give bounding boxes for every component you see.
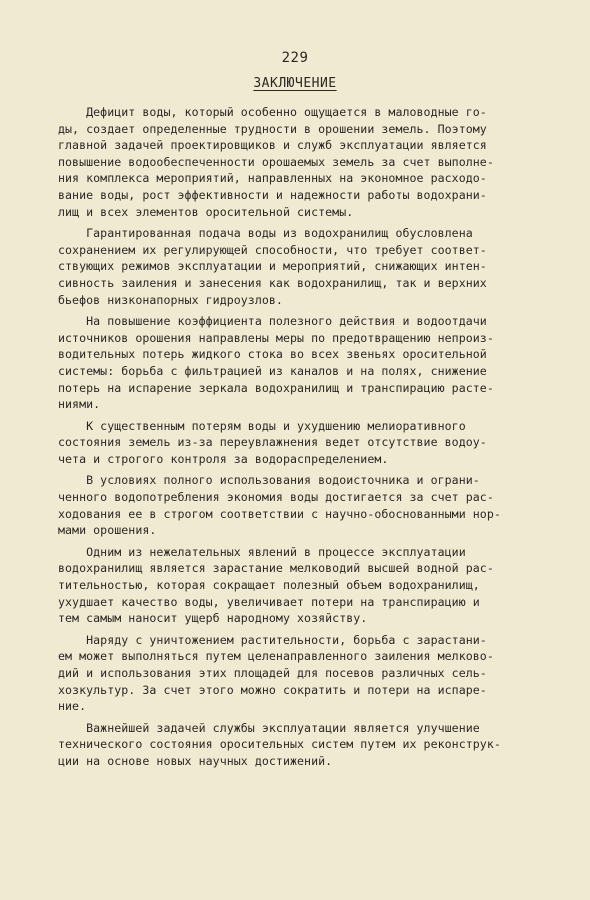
text-line: источников орошения направлены меры по предотвращению непроиз- <box>58 330 494 345</box>
text-line: сохранением их регулирующей способности, что требует соответ- <box>58 242 487 257</box>
body-text <box>58 104 538 775</box>
text-line: К существенным потерям воды и ухудшению мелиоративного <box>58 418 466 433</box>
paragraph <box>58 313 538 413</box>
text-line: На повышение коэффициента полезного действия и водоотдачи <box>58 314 487 329</box>
text-line: дий и использования этих площадей для посевов различных сель- <box>58 666 487 680</box>
section-heading: ЗАКЛЮЧЕНИЕ <box>253 76 337 91</box>
text-line: бьефов низконапорных гидроузлов. <box>58 292 283 307</box>
text-line: лищ и всех элементов оросительной системы. <box>58 204 354 219</box>
text-line: вание воды, рост эффективности и надежности работы водохрани- <box>58 187 487 202</box>
text-line: тем самым наносит ущерб народному хозяйству. <box>58 611 368 626</box>
paragraph <box>58 632 538 715</box>
text-line: потерь на испарение зеркала водохранилищ и транспирацию расте- <box>58 380 494 395</box>
text-line: состояния земель из-за переувлажнения ведет отсутствие водоу- <box>58 435 487 450</box>
text-line: ухудшает качество воды, увеличивает потери на транспирацию и <box>58 594 480 609</box>
paragraph <box>58 544 538 627</box>
text-line: водительных потерь жидкого стока во всех звеньях оросительной <box>58 347 487 362</box>
text-line: Гарантированная подача воды из водохранилищ обусловлена <box>58 226 473 241</box>
text-line: ствующих режимов эксплуатации и мероприятий, снижающих интен- <box>58 259 487 274</box>
text-line: ем может выполняться путем целенаправленного заиления мелково- <box>58 649 494 664</box>
text-line: Наряду с уничтожением растительности, борьба с зарастани- <box>58 632 487 647</box>
text-line: Одним из нежелательных явлений в процессе эксплуатации <box>58 544 466 559</box>
paragraph <box>58 225 538 308</box>
paragraph <box>58 472 538 538</box>
text-line: ние. <box>58 699 87 714</box>
text-line: сивность заиления и занесения как водохранилищ, так и верхних <box>58 275 487 290</box>
paragraph <box>58 720 538 770</box>
text-line: Дефицит воды, который особенно ощущается в маловодные го- <box>58 105 487 119</box>
page-number: 229 <box>281 50 309 66</box>
text-line: технического состояния оросительных систем путем их реконструк- <box>58 737 501 752</box>
text-line: мами орошения. <box>58 523 157 538</box>
text-line: чета и строгого контроля за водораспределением. <box>58 451 389 466</box>
text-line: ченного водопотребления экономия воды достигается за счет рас- <box>58 490 494 505</box>
text-line: Важнейшей задачей службы эксплуатации является улучшение <box>58 720 480 735</box>
text-line: ции на основе новых научных достижений. <box>58 753 333 768</box>
text-line: системы: борьба с фильтрацией из каналов и на полях, снижение <box>58 363 487 378</box>
text-line: главной задачей проектировщиков и служб эксплуатации является <box>58 138 487 153</box>
text-line: В условиях полного использования водоисточника и ограни- <box>58 473 480 488</box>
text-line: ниями. <box>58 397 101 412</box>
text-line: тительностью, которая сокращает полезный объем водохранилищ, <box>58 578 480 593</box>
paragraph <box>58 104 538 220</box>
text-line: хозкультур. За счет этого можно сократить и потери на испаре- <box>58 682 487 697</box>
text-line: ния комплекса мероприятий, направленных на экономное расходо- <box>58 171 487 186</box>
text-line: водохранилищ является зарастание мелководий высшей водной рас- <box>58 561 494 576</box>
text-line: повышение водообеспеченности орошаемых земель за счет выполне- <box>58 154 494 169</box>
text-line: ды, создает определенные трудности в орошении земель. Поэтому <box>58 121 487 136</box>
text-line: ходования ее в строгом соответствии с научно-обоснованными нор- <box>58 506 501 521</box>
paragraph <box>58 418 538 468</box>
